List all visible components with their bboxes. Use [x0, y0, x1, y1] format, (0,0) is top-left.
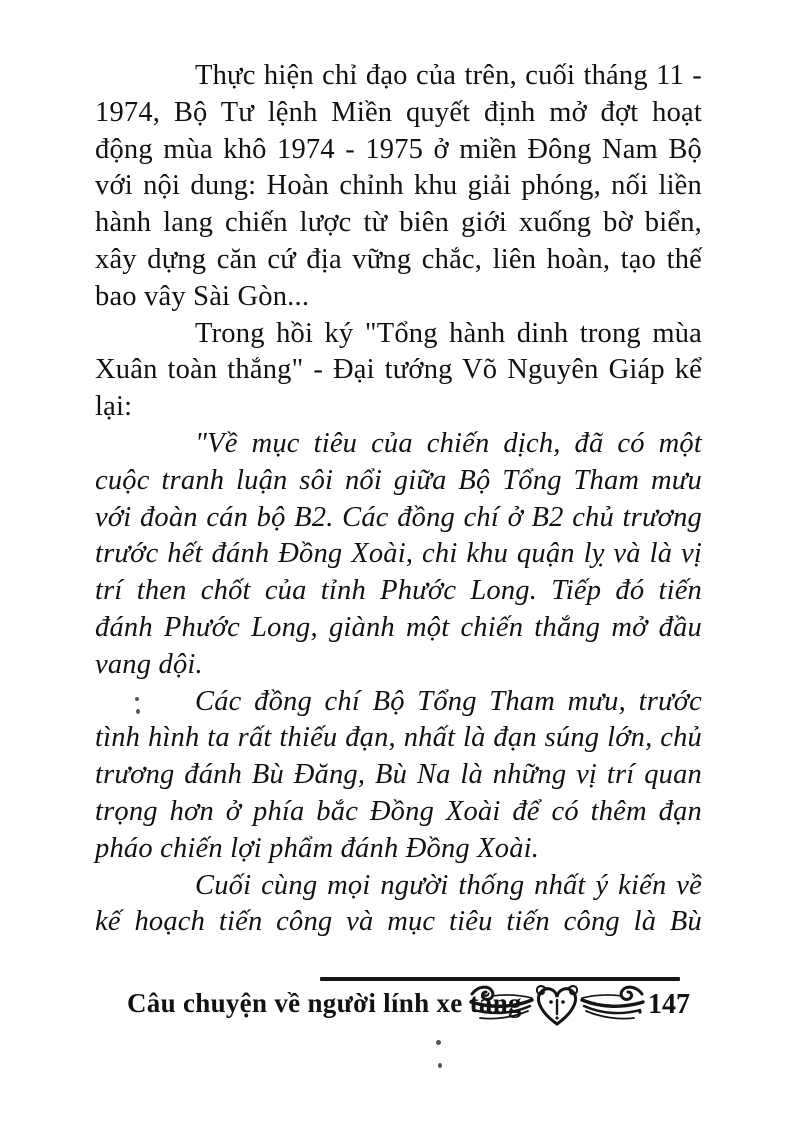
paragraph-3-quote: "Về mục tiêu của chiến dịch, đã có một cuộc tranh luận sôi nổi giữa Bộ Tổng Tham mưu với đoàn cán bộ B2. Các đồng chí ở B2 chủ trương trước hết đánh Đồng Xoài, chi khu quận lỵ và là vị trí then chốt của tỉnh Phước Long. Tiếp đó tiến đánh Phước Long, giành một chiến thắng mở đầu vang dội.	[95, 427, 702, 680]
flourish-ornament-icon	[468, 982, 646, 1028]
paragraph-5-quote: Cuối cùng mọi người thống nhất ý kiến về kế hoạch tiến công và mục tiêu tiến công là Bù	[95, 869, 702, 938]
paragraph-2: Trong hồi ký "Tổng hành dinh trong mùa Xuân toàn thắng" - Đại tướng Võ Nguyên Giáp kể lại:	[95, 317, 702, 423]
paragraph-1: Thực hiện chỉ đạo của trên, cuối tháng 11 - 1974, Bộ Tư lệnh Miền quyết định mở đợt hoạt động mùa khô 1974 - 1975 ở miền Đông Nam Bộ với nội dung: Hoàn chỉnh khu giải phóng, nối liền hành lang chiến lược từ biên giới xuống bờ biển, xây dựng căn cứ địa vững chắc, liên hoàn, tạo thế bao vây Sài Gòn...	[95, 60, 702, 312]
paragraph-4-quote: Các đồng chí Bộ Tổng Tham mưu, trước tình hình ta rất thiếu đạn, nhất là đạn súng lớn, chủ trương đánh Bù Đăng, Bù Na là những vị trí quan trọng hơn ở phía bắc Đồng Xoài để có thêm đạn pháo chiến lợi phẩm đánh Đồng Xoài.	[95, 685, 702, 864]
scan-artifact-dot	[135, 697, 139, 701]
footer-rule	[320, 977, 680, 981]
scan-artifact-dot	[438, 1063, 442, 1068]
running-title: Câu chuyện về người lính xe tăng	[127, 988, 522, 1018]
scan-artifact-dot	[436, 1040, 441, 1045]
page-number: 147	[648, 989, 690, 1020]
scan-artifact-dot	[136, 709, 140, 714]
page-body	[95, 58, 702, 941]
